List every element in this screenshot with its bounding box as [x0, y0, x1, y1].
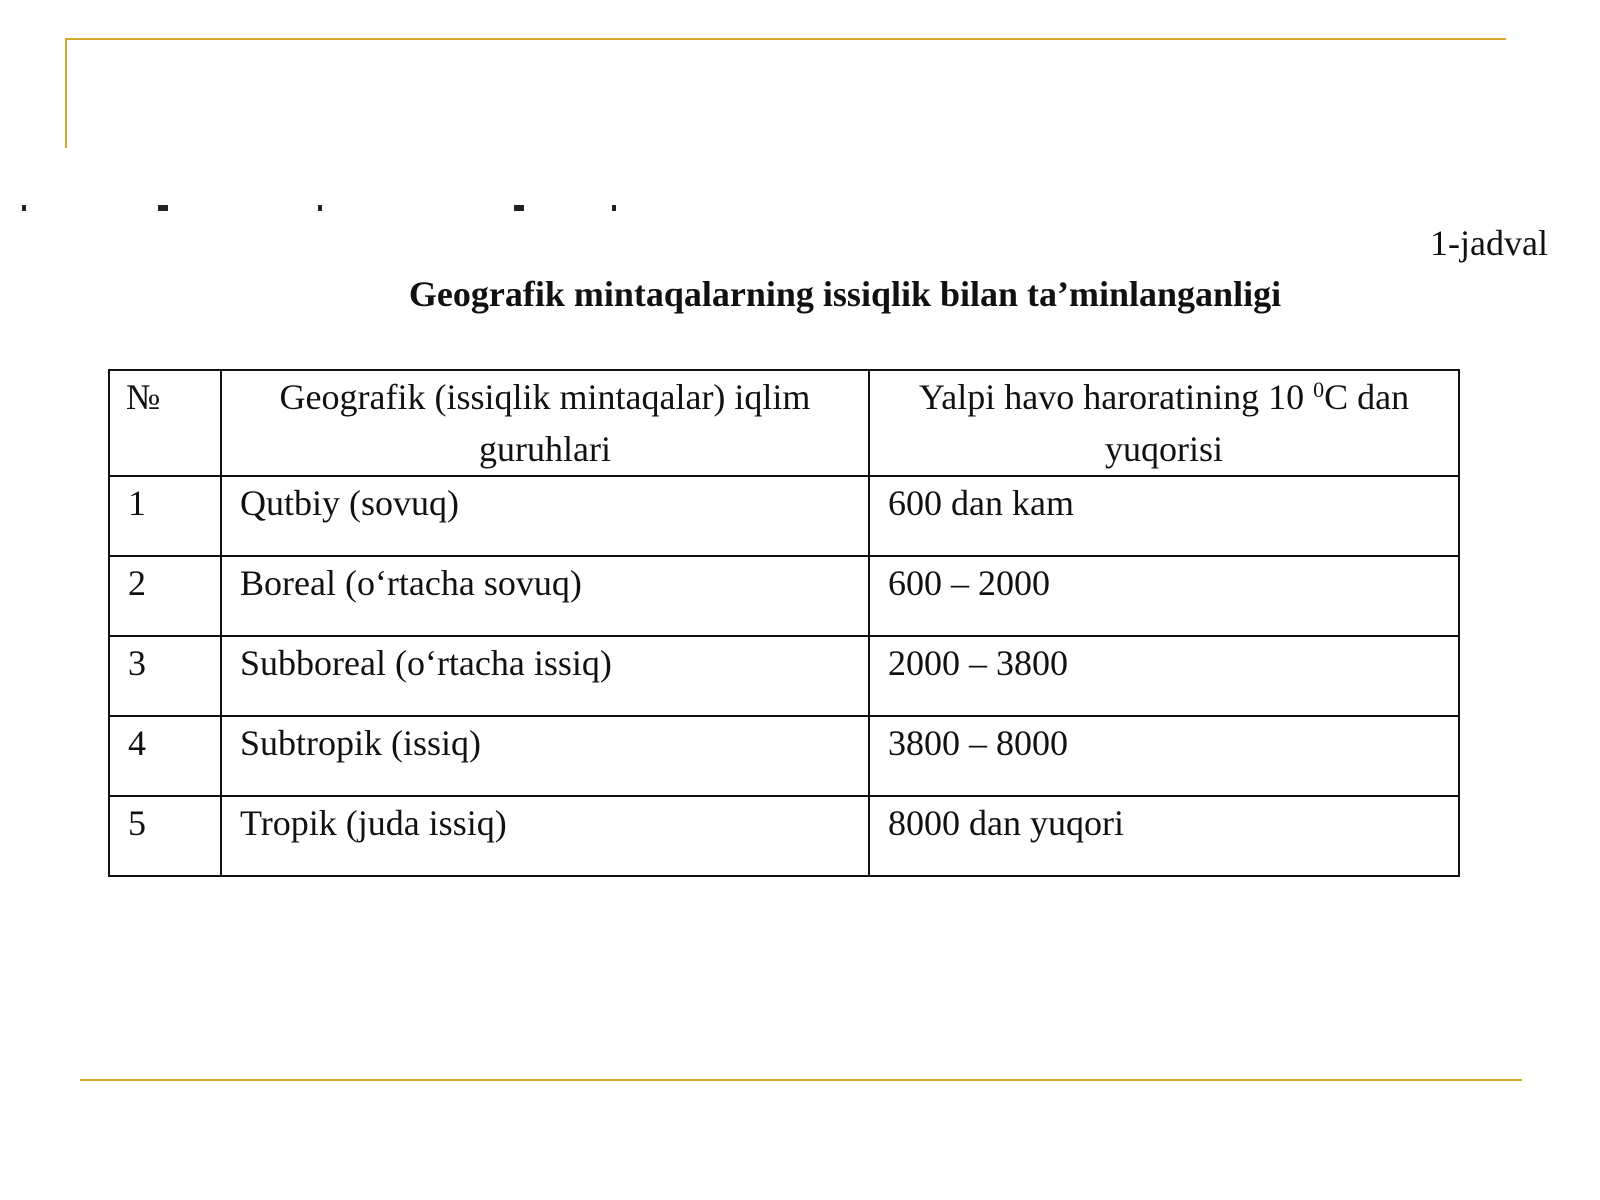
row-climate-group: Qutbiy (sovuq) [221, 476, 869, 556]
row-number: 3 [109, 636, 221, 716]
row-climate-group: Subtropik (issiq) [221, 716, 869, 796]
cropped-text-fragment [158, 205, 168, 211]
frame-bottom-line [80, 1079, 1522, 1081]
row-number: 5 [109, 796, 221, 876]
header-temp-suffix: C dan yuqorisi [1104, 377, 1410, 469]
cropped-text-fragment [514, 205, 524, 211]
cropped-text-fragment [318, 205, 322, 211]
cropped-text-fragment [612, 205, 616, 211]
row-number: 4 [109, 716, 221, 796]
row-climate-group: Boreal (oʻrtacha sovuq) [221, 556, 869, 636]
table-row [109, 716, 1459, 796]
table-title: Geografik mintaqalarning issiqlik bilan ta’minlanganligi [408, 274, 1282, 314]
row-number: 2 [109, 556, 221, 636]
row-climate-group: Subboreal (oʻrtacha issiq) [221, 636, 869, 716]
header-climate-group: Geografik (issiqlik mintaqalar) iqlim guruhlari [221, 370, 869, 476]
header-number: № [109, 370, 221, 476]
header-temperature-sum [869, 370, 1459, 476]
frame-top-line [66, 38, 1506, 40]
table-header-row [109, 370, 1459, 476]
frame-left-line [65, 38, 67, 148]
row-number: 1 [109, 476, 221, 556]
table-number-label: 1-jadval [1430, 223, 1548, 263]
header-temp-superscript: 0 [1313, 377, 1325, 402]
header-temp-prefix: Yalpi havo haroratining 10 [918, 377, 1314, 417]
row-temperature-sum: 600 – 2000 [869, 556, 1459, 636]
table-row [109, 636, 1459, 716]
climate-groups-table [108, 369, 1460, 877]
row-temperature-sum: 600 dan kam [869, 476, 1459, 556]
table-row [109, 476, 1459, 556]
row-temperature-sum: 3800 – 8000 [869, 716, 1459, 796]
cropped-text-fragment [22, 205, 26, 211]
row-temperature-sum: 8000 dan yuqori [869, 796, 1459, 876]
table-row [109, 796, 1459, 876]
row-climate-group: Tropik (juda issiq) [221, 796, 869, 876]
row-temperature-sum: 2000 – 3800 [869, 636, 1459, 716]
table-row [109, 556, 1459, 636]
